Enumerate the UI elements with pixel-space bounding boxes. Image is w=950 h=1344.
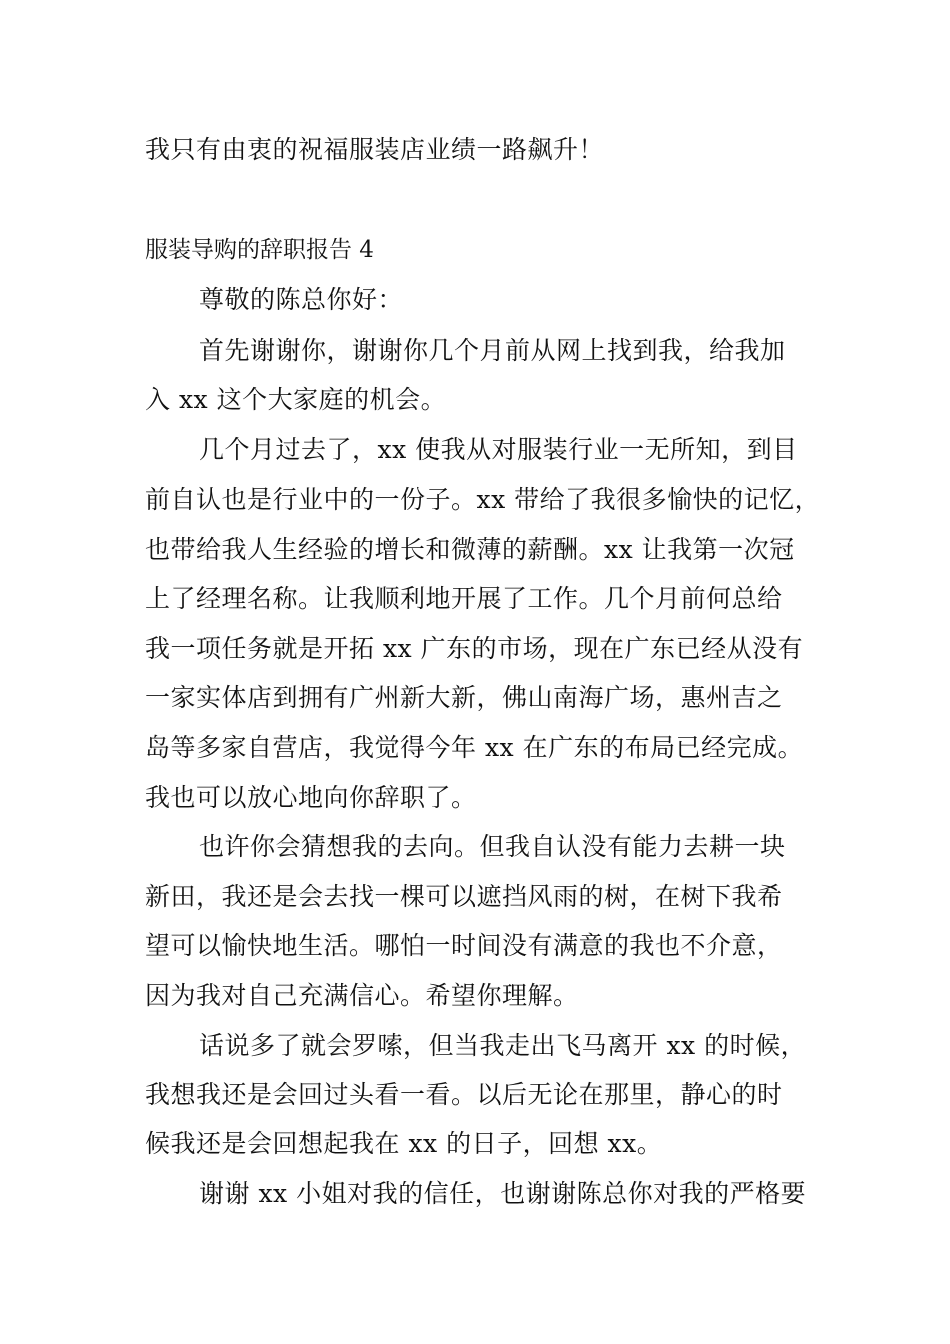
paragraph-3-line-4: 因为我对自己充满信心。希望你理解。: [145, 981, 579, 1010]
paragraph-1-line-2: 入 xx 这个大家庭的机会。: [145, 385, 447, 414]
report-title: 服装导购的辞职报告 4: [145, 237, 374, 263]
paragraph-2-line-8: 我也可以放心地向你辞职了。: [145, 783, 477, 812]
salutation: 尊敬的陈总你好：: [199, 285, 404, 314]
paragraph-2-line-3: 也带给我人生经验的增长和微薄的薪酬。xx 让我第一次冠: [145, 535, 795, 564]
paragraph-2-line-5: 我一项任务就是开拓 xx 广东的市场，现在广东已经从没有: [145, 634, 804, 663]
paragraph-2-line-1: 几个月过去了，xx 使我从对服装行业一无所知，到目: [199, 435, 798, 464]
paragraph-2-line-7: 岛等多家自营店，我觉得今年 xx 在广东的布局已经完成。: [145, 733, 804, 762]
closing-line: 我只有由衷的祝福服装店业绩一路飙升！: [145, 135, 605, 164]
paragraph-3-line-2: 新田，我还是会去找一棵可以遮挡风雨的树，在树下我希: [145, 882, 783, 911]
paragraph-2-line-4: 上了经理名称。让我顺利地开展了工作。几个月前何总给: [145, 584, 783, 613]
paragraph-4-line-2: 我想我还是会回过头看一看。以后无论在那里，静心的时: [145, 1080, 783, 1109]
paragraph-4-line-3: 候我还是会回想起我在 xx 的日子，回想 xx。: [145, 1129, 663, 1158]
paragraph-1-line-1: 首先谢谢你，谢谢你几个月前从网上找到我，给我加: [199, 336, 786, 365]
paragraph-3-line-1: 也许你会猜想我的去向。但我自认没有能力去耕一块: [199, 832, 786, 861]
paragraph-5-line-1: 谢谢 xx 小姐对我的信任，也谢谢陈总你对我的严格要: [199, 1179, 807, 1208]
paragraph-2-line-6: 一家实体店到拥有广州新大新，佛山南海广场，惠州吉之: [145, 683, 783, 712]
paragraph-4-line-1: 话说多了就会罗嗦，但当我走出飞马离开 xx 的时候，: [199, 1031, 807, 1060]
paragraph-2-line-2: 前自认也是行业中的一份子。xx 带给了我很多愉快的记忆，: [145, 485, 821, 514]
paragraph-3-line-3: 望可以愉快地生活。哪怕一时间没有满意的我也不介意，: [145, 931, 783, 960]
